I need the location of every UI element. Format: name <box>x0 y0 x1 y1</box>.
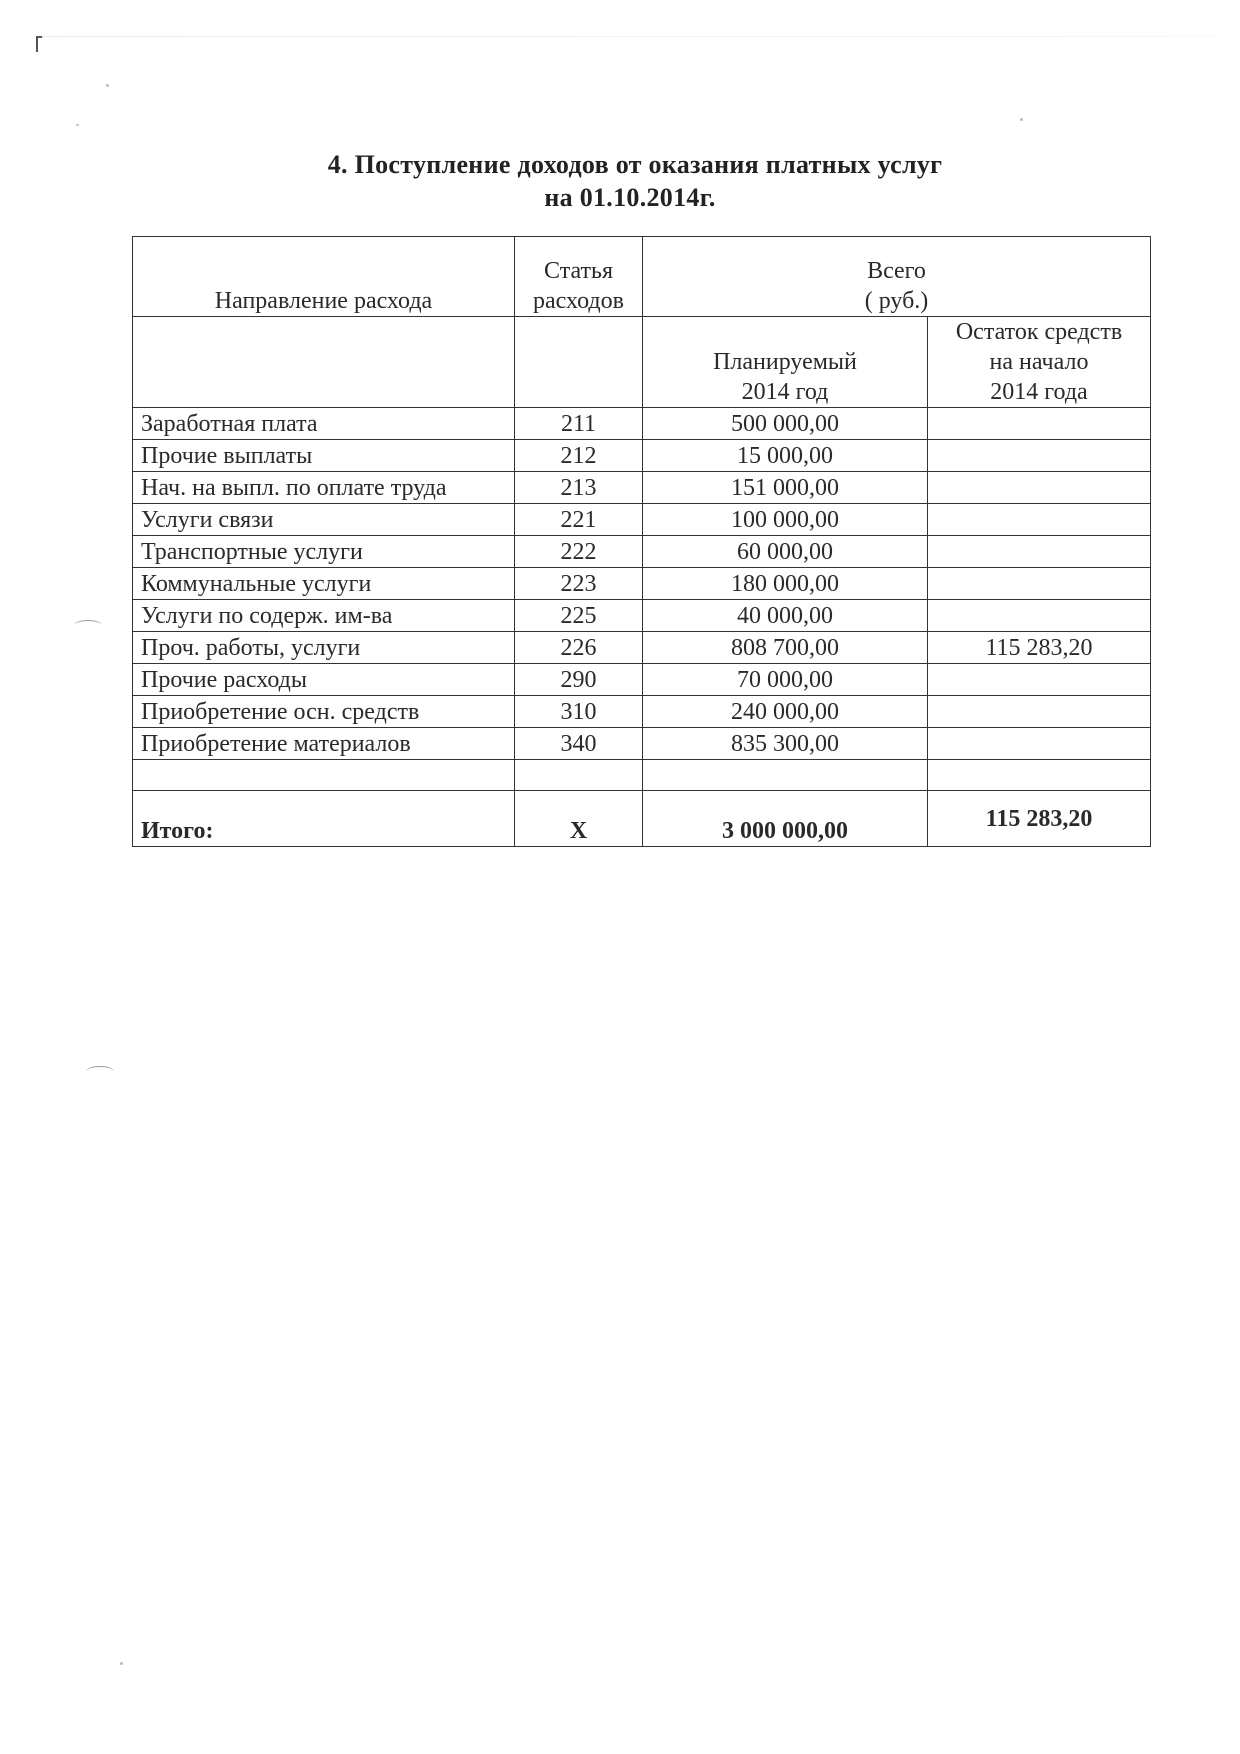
row-rest <box>928 408 1151 440</box>
scan-edge <box>36 36 1216 37</box>
scan-corner-mark <box>36 36 42 52</box>
blank-row <box>133 760 1151 791</box>
expense-table <box>132 236 1151 847</box>
row-rest <box>928 696 1151 728</box>
table-row <box>133 472 1151 504</box>
row-rest <box>928 440 1151 472</box>
row-name: Приобретение осн. средств <box>133 696 515 728</box>
table-row <box>133 568 1151 600</box>
header-planned <box>643 317 928 408</box>
table-row <box>133 408 1151 440</box>
header-remainder-line3: 2014 года <box>990 379 1088 405</box>
total-code: X <box>515 791 643 847</box>
scan-speck <box>1020 118 1023 121</box>
row-code: 223 <box>515 568 643 600</box>
header-total-line2: ( руб.) <box>864 288 929 314</box>
total-rest: 115 283,20 <box>928 791 1151 847</box>
row-code: 310 <box>515 696 643 728</box>
header-planned-line2: 2014 год <box>741 379 829 405</box>
row-plan: 60 000,00 <box>643 536 928 568</box>
total-row <box>133 791 1151 847</box>
row-name: Проч. работы, услуги <box>133 632 515 664</box>
row-name: Заработная плата <box>133 408 515 440</box>
row-rest <box>928 664 1151 696</box>
row-plan: 500 000,00 <box>643 408 928 440</box>
row-plan: 15 000,00 <box>643 440 928 472</box>
row-plan: 151 000,00 <box>643 472 928 504</box>
subheader-row <box>133 317 1151 408</box>
row-rest <box>928 600 1151 632</box>
header-direction <box>133 237 515 317</box>
row-rest: 115 283,20 <box>928 632 1151 664</box>
table-row <box>133 504 1151 536</box>
scan-speck <box>76 124 79 126</box>
header-article-line2: расходов <box>533 288 624 314</box>
row-name: Приобретение материалов <box>133 728 515 760</box>
row-rest <box>928 728 1151 760</box>
table-row <box>133 696 1151 728</box>
row-code: 226 <box>515 632 643 664</box>
blank-cell <box>928 760 1151 791</box>
document-title <box>0 148 1240 214</box>
header-article-line1: Статья <box>544 258 613 284</box>
subheader-empty <box>133 317 515 408</box>
row-code: 212 <box>515 440 643 472</box>
title-line-2: на 01.10.2014г. <box>544 183 716 212</box>
row-plan: 70 000,00 <box>643 664 928 696</box>
row-code: 213 <box>515 472 643 504</box>
row-code: 290 <box>515 664 643 696</box>
row-plan: 835 300,00 <box>643 728 928 760</box>
row-plan: 240 000,00 <box>643 696 928 728</box>
blank-cell <box>643 760 928 791</box>
row-plan: 40 000,00 <box>643 600 928 632</box>
row-plan: 808 700,00 <box>643 632 928 664</box>
total-label: Итого: <box>133 791 515 847</box>
row-code: 222 <box>515 536 643 568</box>
table-row <box>133 664 1151 696</box>
row-name: Нач. на выпл. по оплате труда <box>133 472 515 504</box>
row-code: 340 <box>515 728 643 760</box>
header-remainder-line1: Остаток средств <box>955 319 1123 345</box>
total-plan: 3 000 000,00 <box>643 791 928 847</box>
header-total-line1: Всего <box>867 258 926 284</box>
scan-arc-mark <box>86 1066 114 1077</box>
table-row <box>133 632 1151 664</box>
header-remainder-line2: на начало <box>989 349 1089 375</box>
row-name: Транспортные услуги <box>133 536 515 568</box>
row-rest <box>928 472 1151 504</box>
row-name: Услуги связи <box>133 504 515 536</box>
header-remainder <box>928 317 1151 408</box>
row-name: Прочие выплаты <box>133 440 515 472</box>
blank-cell <box>133 760 515 791</box>
header-row <box>133 237 1151 317</box>
table-row <box>133 536 1151 568</box>
row-code: 211 <box>515 408 643 440</box>
header-total <box>643 237 1151 317</box>
row-name: Коммунальные услуги <box>133 568 515 600</box>
title-line-1: 4. Поступление доходов от оказания платных услуг <box>327 150 943 179</box>
row-rest <box>928 536 1151 568</box>
row-name: Прочие расходы <box>133 664 515 696</box>
header-article <box>515 237 643 317</box>
row-rest <box>928 568 1151 600</box>
blank-cell <box>515 760 643 791</box>
header-direction-label: Направление расхода <box>214 288 433 314</box>
row-name: Услуги по содерж. им-ва <box>133 600 515 632</box>
header-planned-line1: Планируемый <box>713 349 857 375</box>
scan-arc-mark <box>74 620 102 631</box>
scan-speck <box>120 1662 123 1665</box>
row-code: 225 <box>515 600 643 632</box>
table-row <box>133 728 1151 760</box>
scan-speck <box>106 84 109 87</box>
row-plan: 180 000,00 <box>643 568 928 600</box>
table-row <box>133 440 1151 472</box>
subheader-empty <box>515 317 643 408</box>
table-row <box>133 600 1151 632</box>
row-rest <box>928 504 1151 536</box>
row-plan: 100 000,00 <box>643 504 928 536</box>
row-code: 221 <box>515 504 643 536</box>
